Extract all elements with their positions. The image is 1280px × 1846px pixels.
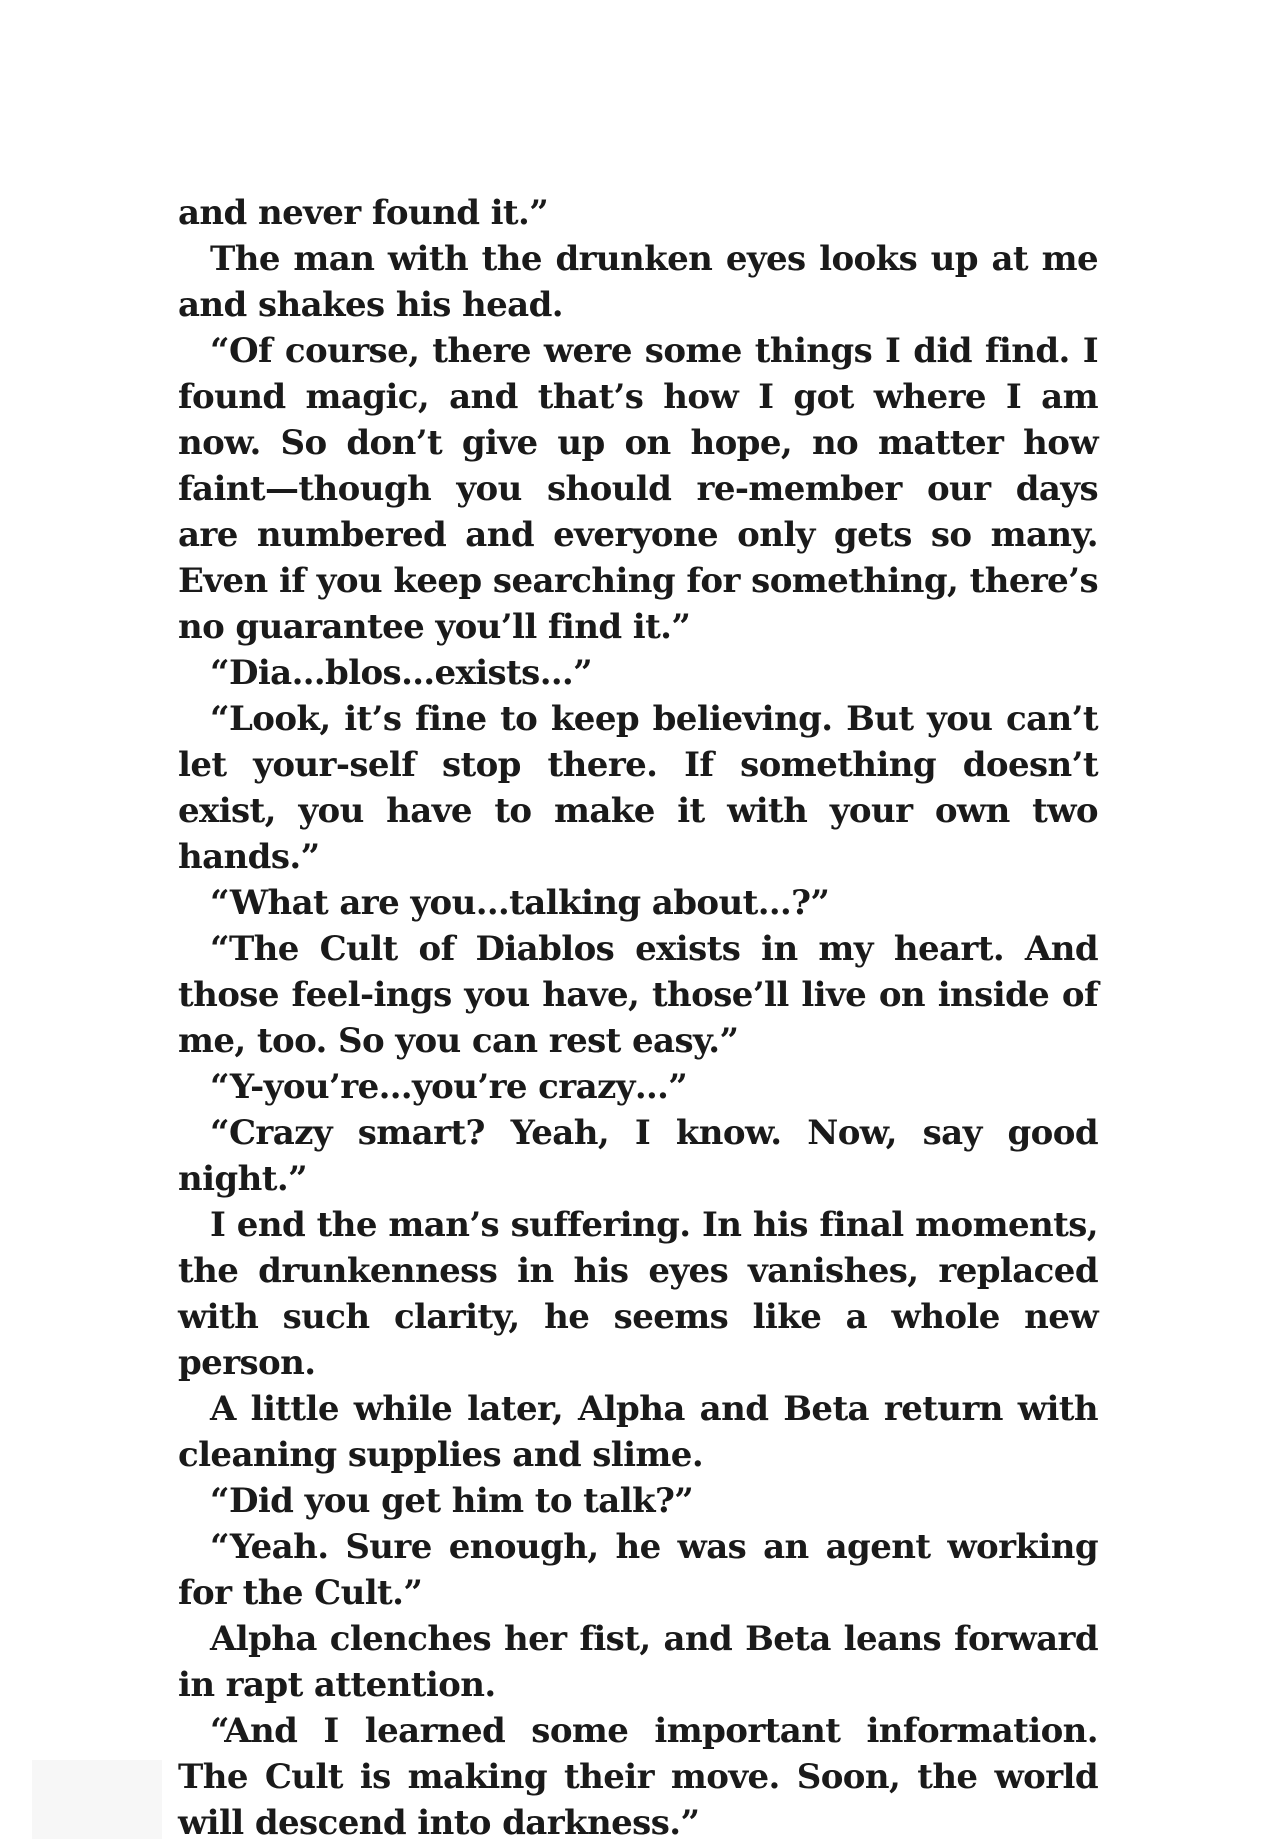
paragraph: “Y-you’re…you’re crazy…” [210, 1067, 688, 1107]
paragraph: and never found it.” [178, 193, 549, 233]
page-corner-shade [32, 1760, 162, 1839]
paragraph: “Crazy smart? Yeah, I know. Now, say good night.” [178, 1113, 1098, 1199]
paragraph: Alpha clenches her fist, and Beta leans forward in rapt attention. [178, 1619, 1098, 1705]
body-text [178, 190, 1098, 1846]
paragraph: “Look, it’s fine to keep believing. But you can’t let your-self stop there. If something doesn’t exist, you have to make it with your own two hands.” [178, 699, 1098, 877]
paragraph: “What are you…talking about…?” [210, 883, 830, 923]
paragraph: “The Cult of Diablos exists in my heart. And those feel-ings you have, those’ll live on inside of me, too. So you can rest easy.” [178, 929, 1098, 1061]
paragraph: “Of course, there were some things I did find. I found magic, and that’s how I got where I am now. So don’t give up on hope, no matter how faint—though you should re-member our days are numbered and everyone only gets so many. Even if you keep searching for something, there’s no guarantee you’ll find it.” [178, 331, 1098, 647]
paragraph: “Did you get him to talk?” [210, 1481, 694, 1521]
paragraph: I end the man’s suffering. In his final moments, the drunkenness in his eyes vanishes, replaced with such clarity, he seems like a whole new person. [178, 1205, 1098, 1383]
paragraph: “Yeah. Sure enough, he was an agent working for the Cult.” [178, 1527, 1098, 1613]
paragraph: “And I learned some important information. The Cult is making their move. Soon, the world will descend into darkness.” [178, 1711, 1098, 1843]
paragraph: “Dia…blos…exists…” [210, 653, 593, 693]
paragraph: A little while later, Alpha and Beta return with cleaning supplies and slime. [178, 1389, 1098, 1475]
paragraph: The man with the drunken eyes looks up at me and shakes his head. [178, 239, 1098, 325]
